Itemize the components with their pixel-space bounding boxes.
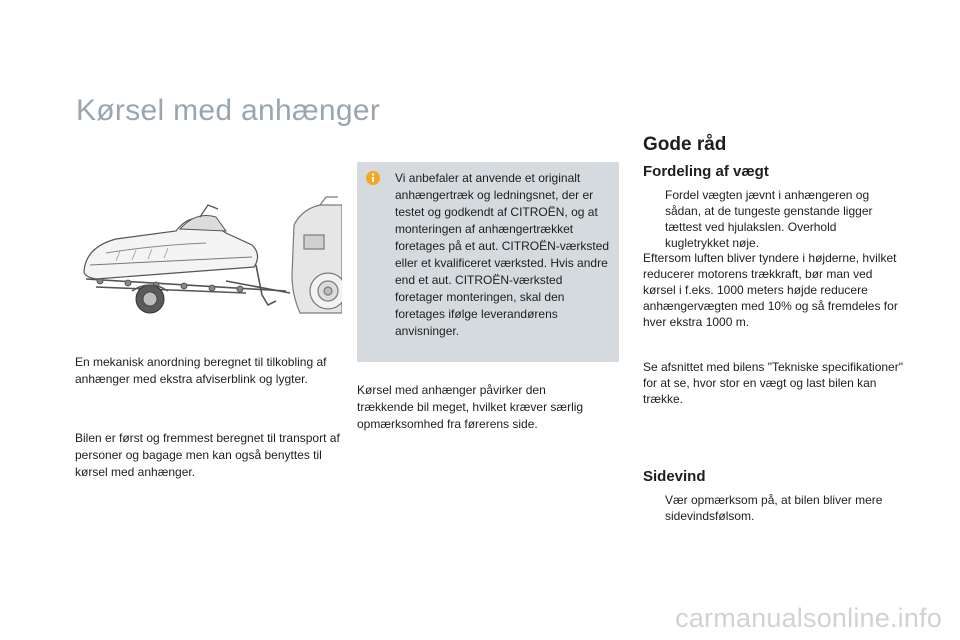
paragraph-altitude: Eftersom luften bliver tyndere i højderne, hvilket reducerer motorens trækkraft, bør man ved kørsel i f.eks. 1000 meters højde reducere anhængervægten med 10% og så fremdeles for hver ekstra 1000 m. (643, 251, 898, 329)
page-title: Kørsel med anhænger (76, 94, 381, 127)
bullet-weight-text: Fordel vægten jævnt i anhængeren og sådan, at de tungeste genstande ligger tættest ved hjulakslen. Overhold kugletrykket nøje. (665, 188, 873, 250)
subheading-crosswind: Sidevind (643, 468, 706, 485)
intro-paragraph-coupling: En mekanisk anordning beregnet til tilkobling af anhænger med ekstra afviserblink og lygter. (75, 355, 327, 386)
trailer-jetski-illustration (76, 195, 342, 323)
bullet-weight (643, 187, 893, 255)
section-heading-advice: Gode råd (643, 134, 727, 155)
bullet-crosswind (643, 492, 893, 528)
bullet-crosswind-text: Vær opmærksom på, at bilen bliver mere sidevindsfølsom. (665, 493, 883, 523)
info-box (357, 162, 619, 362)
info-box-text: Vi anbefaler at anvende et originalt anhængertræk og ledningsnet, der er testet og godkendt af CITROËN, og at monteringen af anhængertrækket foretages på et aut. CITROËN-værksted eller et kvalificeret værksted. Hvis andre end et aut. CITROËN-værksted foretager monteringen, skal den foretages ifølge leverandørens anvisninger. (395, 171, 610, 338)
intro-paragraph-attention: Kørsel med anhænger påvirker den trækkende bil meget, hvilket kræver særlig opmærksomhed fra førerens side. (357, 383, 584, 431)
watermark: carmanualsonline.info (675, 603, 942, 633)
info-icon (366, 171, 380, 185)
paragraph-specifications: Se afsnittet med bilens "Tekniske specifikationer" for at se, hvor stor en vægt og last bilen kan trække. (643, 360, 903, 406)
intro-paragraph-purpose: Bilen er først og fremmest beregnet til transport af personer og bagage men kan også benyttes til kørsel med anhænger. (75, 431, 340, 479)
subheading-weight-distribution: Fordeling af vægt (643, 163, 769, 180)
